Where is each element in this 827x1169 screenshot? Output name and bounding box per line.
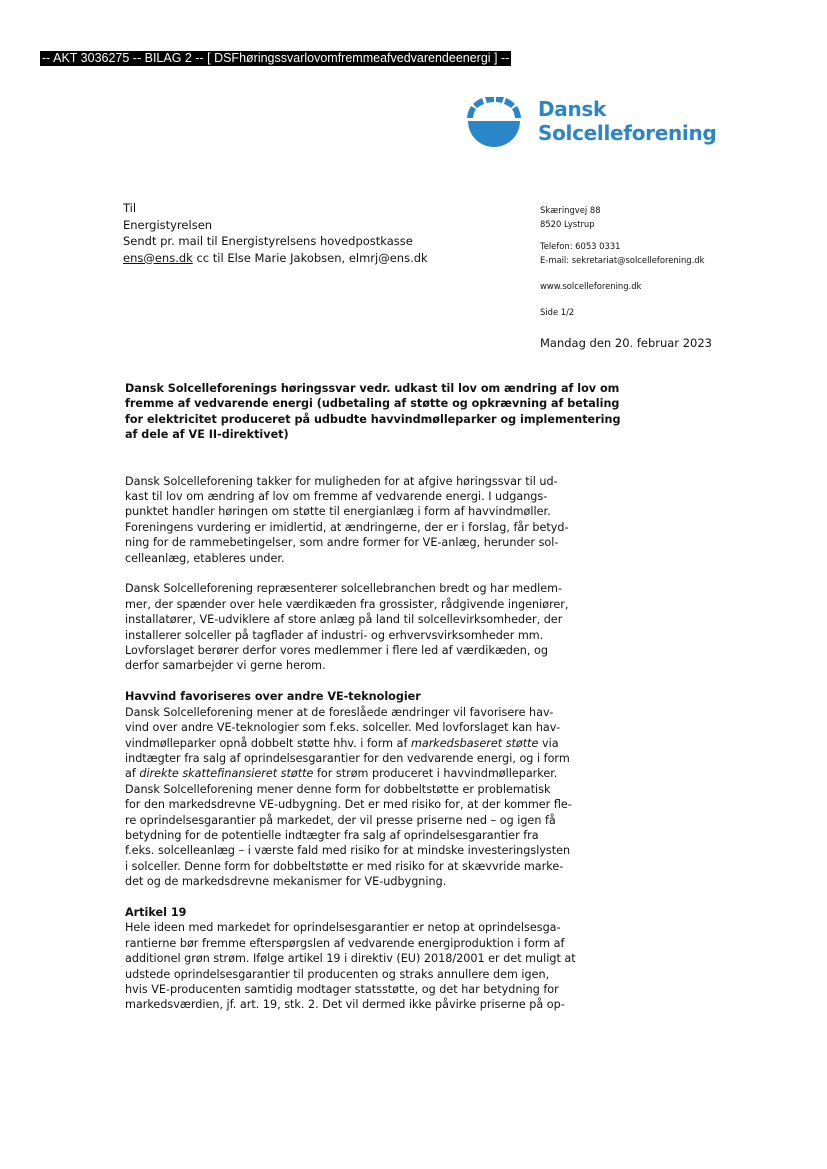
text-line: vindmølleparker opnå dobbelt støtte hhv. i form af markedsbaseret støtte via: [125, 736, 559, 750]
text-line: vind over andre VE-teknologier som f.eks. solceller. Med lovforslaget kan hav-: [125, 721, 561, 735]
sender-street: Skæringvej 88: [540, 205, 601, 215]
text-line: punktet handler høringen om støtte til energianlæg i form af havvindmøller.: [125, 505, 551, 519]
sender-city: 8520 Lystrup: [540, 219, 595, 229]
text-line: installerer solceller på tagflader af industri- og erhvervsvirksomheder mm.: [125, 628, 544, 642]
title-line: af dele af VE II-direktivet): [125, 428, 289, 442]
text-line: hvis VE-producenten samtidig modtager statsstøtte, og det har betydning for: [125, 982, 559, 996]
addressee-line2: Energistyrelsen: [123, 217, 213, 232]
text-line: re oprindelsesgarantier på markedet, der vil presse priserne ned – og igen få: [125, 813, 556, 827]
text-line: for den markedsdrevne VE-udbygning. Det er med risiko for, at der kommer fle-: [125, 798, 572, 812]
text-line: indtægter fra salg af oprindelsesgarantier for den vedvarende energi, og i form: [125, 751, 570, 765]
title-line: for elektricitet produceret på udbudte havvindmølleparker og implementering: [125, 412, 621, 426]
addressee-line1: Til: [123, 201, 137, 215]
text-line: Lovforslaget berører derfor vores medlemmer i flere led af værdikæden, og: [125, 644, 548, 658]
emphasis-text: markedsbaseret støtte: [410, 736, 539, 750]
logo: [466, 97, 726, 149]
text-line: rantierne bør fremme efterspørgslen af vedvarende energiproduktion i form af: [125, 936, 565, 950]
sun-logo-icon: [466, 97, 522, 149]
paragraph-artikel-19: [125, 920, 590, 1012]
letter-title: [125, 381, 621, 443]
sender-web: www.solcelleforening.dk: [540, 281, 642, 291]
text-line: Dansk Solcelleforening repræsenterer solcellebranchen bredt og har medlem-: [125, 582, 563, 596]
addressee-line3: Sendt pr. mail til Energistyrelsens hovedpostkasse: [123, 234, 413, 248]
text-line: Dansk Solcelleforening mener at de foreslåede ændringer vil favorisere hav-: [125, 705, 554, 719]
text-line: Foreningens vurdering er imidlertid, at ændringerne, der er i forslag, får betyd-: [125, 520, 569, 534]
sender-block: [540, 203, 704, 319]
text-line: derfor samarbejder vi gerne herom.: [125, 659, 326, 673]
letter-body: [125, 381, 621, 1028]
title-line: fremme af vedvarende energi (udbetaling af støtte og opkrævning af betaling: [125, 397, 620, 411]
letter-date: Mandag den 20. februar 2023: [540, 336, 712, 350]
sender-email: E-mail: sekretariat@solcelleforening.dk: [540, 255, 705, 265]
text-line: markedsværdien, jf. art. 19, stk. 2. Det vil dermed ikke påvirke priserne på op-: [125, 998, 565, 1012]
text-line: af direkte skattefinansieret støtte for strøm produceret i havvindmølleparker.: [125, 767, 558, 781]
text-line: udstede oprindelsesgarantier til producenten og straks annullere dem igen,: [125, 967, 550, 981]
text-line: celleanlæg, etableres under.: [125, 551, 285, 565]
text-line: i solceller. Denne form for dobbeltstøtte er med risiko for at skævvride marke-: [125, 859, 564, 873]
paragraph-havvind: [125, 705, 590, 890]
text-line: mer, der spænder over hele værdikæden fra grossister, rådgivende ingeniører,: [125, 597, 569, 611]
text-line: kast til lov om ændring af lov om fremme af vedvarende energi. I udgangs-: [125, 490, 548, 504]
addressee-line4: [123, 250, 428, 267]
text-line: betydning for de potentielle indtægter fra salg af oprindelsesgarantier fra: [125, 828, 539, 842]
text-line: f.eks. solcelleanlæg – i værste fald med risiko for at mindske investeringslysten: [125, 844, 571, 858]
addressee-email-link[interactable]: ens@ens.dk: [123, 250, 193, 265]
document-header-bar: -- AKT 3036275 -- BILAG 2 -- [ DSFhøringssvarlovomfremmeafvedvarendeenergi ] --: [42, 51, 510, 65]
addressee-cc: cc til Else Marie Jakobsen, elmrj@ens.dk: [192, 250, 428, 265]
title-line: Dansk Solcelleforenings høringssvar vedr. udkast til lov om ændring af lov om: [125, 382, 620, 395]
text-line: Hele ideen med markedet for oprindelsesgarantier er netop at oprindelsesga-: [125, 921, 561, 935]
section-heading-artikel-19: Artikel 19: [125, 905, 187, 919]
logo-wordmark: [538, 97, 716, 145]
paragraph-intro: [125, 474, 590, 566]
emphasis-text: direkte skattefinansieret støtte: [139, 767, 314, 781]
section-heading-havvind: Havvind favoriseres over andre VE-teknologier: [125, 690, 421, 704]
text-line: Dansk Solcelleforening takker for muligheden for at afgive høringssvar til ud-: [125, 474, 558, 488]
logo-line1: Dansk: [538, 97, 607, 121]
page-number: Side 1/2: [540, 307, 575, 317]
logo-line2: Solcelleforening: [538, 121, 717, 145]
text-line: det og de markedsdrevne mekanismer for VE-udbygning.: [125, 875, 447, 889]
text-line: additionel grøn strøm. Ifølge artikel 19 i direktiv (EU) 2018/2001 er det muligt at: [125, 952, 576, 966]
text-line: Dansk Solcelleforening mener denne form for dobbeltstøtte er problematisk: [125, 782, 551, 796]
text-line: installatører, VE-udviklere af store anlæg på land til solcellevirksomheder, der: [125, 613, 563, 627]
addressee-block: [123, 200, 428, 266]
text-line: ning for de rammebetingelser, som andre former for VE-anlæg, herunder sol-: [125, 536, 559, 550]
paragraph-members: [125, 581, 590, 673]
sender-phone: Telefon: 6053 0331: [540, 241, 621, 251]
